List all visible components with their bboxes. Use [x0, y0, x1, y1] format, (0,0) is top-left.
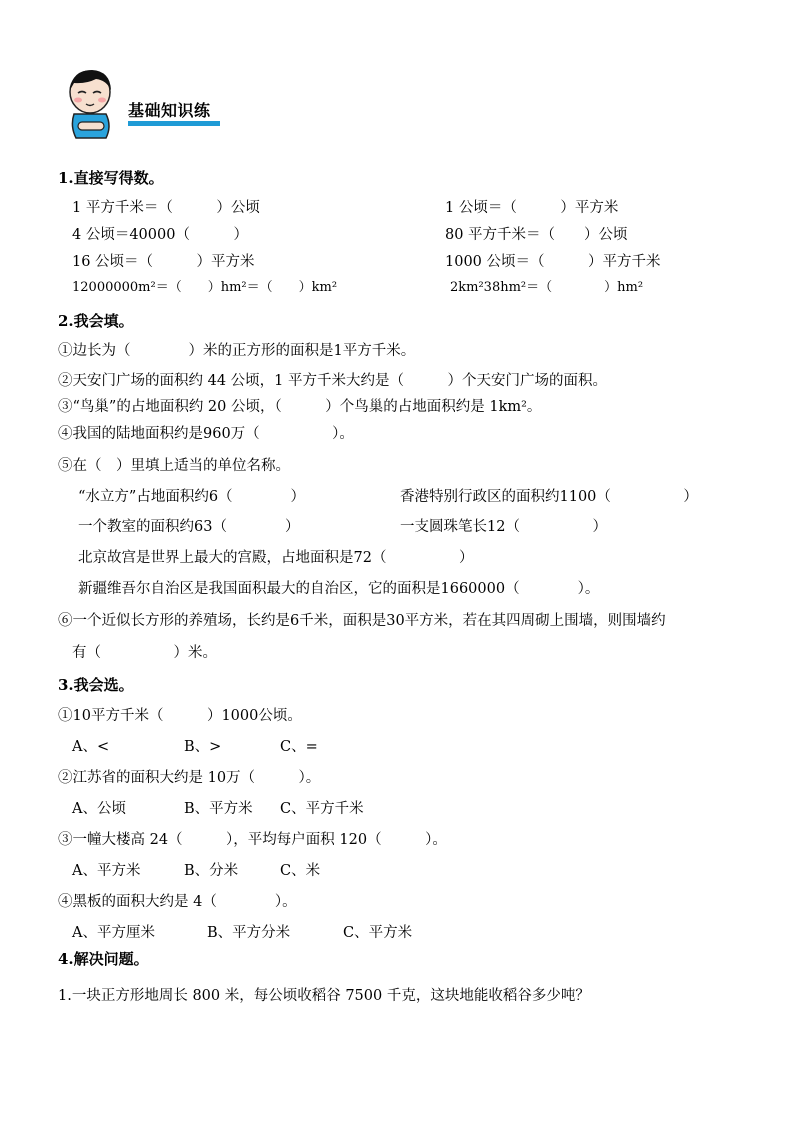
section4-heading: 4.解决问题。	[58, 950, 149, 968]
section3-heading: 3.我会选。	[58, 676, 134, 694]
question-3a: 16 公顷＝（ ）平方米	[72, 254, 255, 270]
title-underline	[128, 121, 220, 126]
choice-3-option-a: A、平方米	[72, 863, 141, 879]
fill-item-5f: 新疆维吾尔自治区是我国面积最大的自治区，它的面积是1660000（ ）。	[78, 581, 600, 597]
choice-question-2: ②江苏省的面积大约是 10万（ ）。	[58, 770, 321, 786]
question-2a: 4 公顷＝40000（ ）	[72, 227, 248, 243]
question-3b: 1000 公顷＝（ ）平方千米	[445, 254, 661, 270]
fill-item-6a: ⑥一个近似长方形的养殖场，长约是6千米，面积是30平方米，若在其四周砌上围墙，则围墙约	[58, 613, 666, 629]
choice-4-option-c: C、平方米	[343, 925, 413, 941]
choice-question-3: ③一幢大楼高 24（ ），平均每户面积 120（ ）。	[58, 832, 447, 848]
question-2b: 80 平方千米＝（ ）公顷	[445, 227, 628, 243]
fill-item-5: ⑤在（ ）里填上适当的单位名称。	[58, 458, 290, 474]
choice-question-1: ①10平方千米（ ）1000公顷。	[58, 708, 302, 724]
choice-1-option-b: B、>	[184, 739, 222, 755]
question-4b: 2km²38hm²＝（ ）hm²	[450, 280, 644, 295]
fill-item-2: ②天安门广场的面积约 44 公顷，1 平方千米大约是（ ）个天安门广场的面积。	[58, 373, 608, 389]
choice-2-option-c: C、平方千米	[280, 801, 364, 817]
cartoon-boy-icon	[60, 66, 128, 140]
choice-2-option-b: B、平方米	[184, 801, 253, 817]
fill-item-1: ①边长为（ ）米的正方形的面积是1平方千米。	[58, 343, 416, 359]
question-1b: 1 公顷＝（ ）平方米	[445, 200, 619, 216]
choice-1-option-c: C、=	[280, 739, 318, 755]
choice-question-4: ④黑板的面积大约是 4（ ）。	[58, 894, 297, 910]
choice-4-option-a: A、平方厘米	[72, 925, 155, 941]
choice-2-option-a: A、公顷	[72, 801, 126, 817]
fill-item-3: ③“鸟巢”的占地面积约 20 公顷，（ ）个鸟巢的占地面积约是 1km²。	[58, 399, 542, 415]
fill-item-5c: 一个教室的面积约63（ ）	[78, 519, 300, 535]
choice-1-option-a: A、<	[72, 739, 110, 755]
fill-item-5a: “水立方”占地面积约6（ ）	[78, 489, 306, 505]
choice-3-option-c: C、米	[280, 863, 321, 879]
fill-item-4: ④我国的陆地面积约是960万（ ）。	[58, 426, 354, 442]
section1-heading: 1.直接写得数。	[58, 169, 164, 187]
fill-item-5e: 北京故宫是世界上最大的宫殿，占地面积是72（ ）	[78, 550, 474, 566]
choice-4-option-b: B、平方分米	[207, 925, 291, 941]
fill-item-5b: 香港特别行政区的面积约1100（ ）	[400, 489, 698, 505]
problem-1: 1.一块正方形地周长 800 米，每公顷收稻谷 7500 千克，这块地能收稻谷多少吨？	[58, 988, 590, 1004]
question-1a: 1 平方千米＝（ ）公顷	[72, 200, 260, 216]
question-4a: 12000000m²＝（ ）hm²＝（ ）km²	[72, 280, 338, 295]
section-title: 基础知识练	[128, 101, 211, 120]
fill-item-6b: 有（ ）米。	[72, 645, 217, 661]
choice-3-option-b: B、分米	[184, 863, 239, 879]
fill-item-5d: 一支圆珠笔长12（ ）	[400, 519, 607, 535]
section2-heading: 2.我会填。	[58, 312, 134, 330]
